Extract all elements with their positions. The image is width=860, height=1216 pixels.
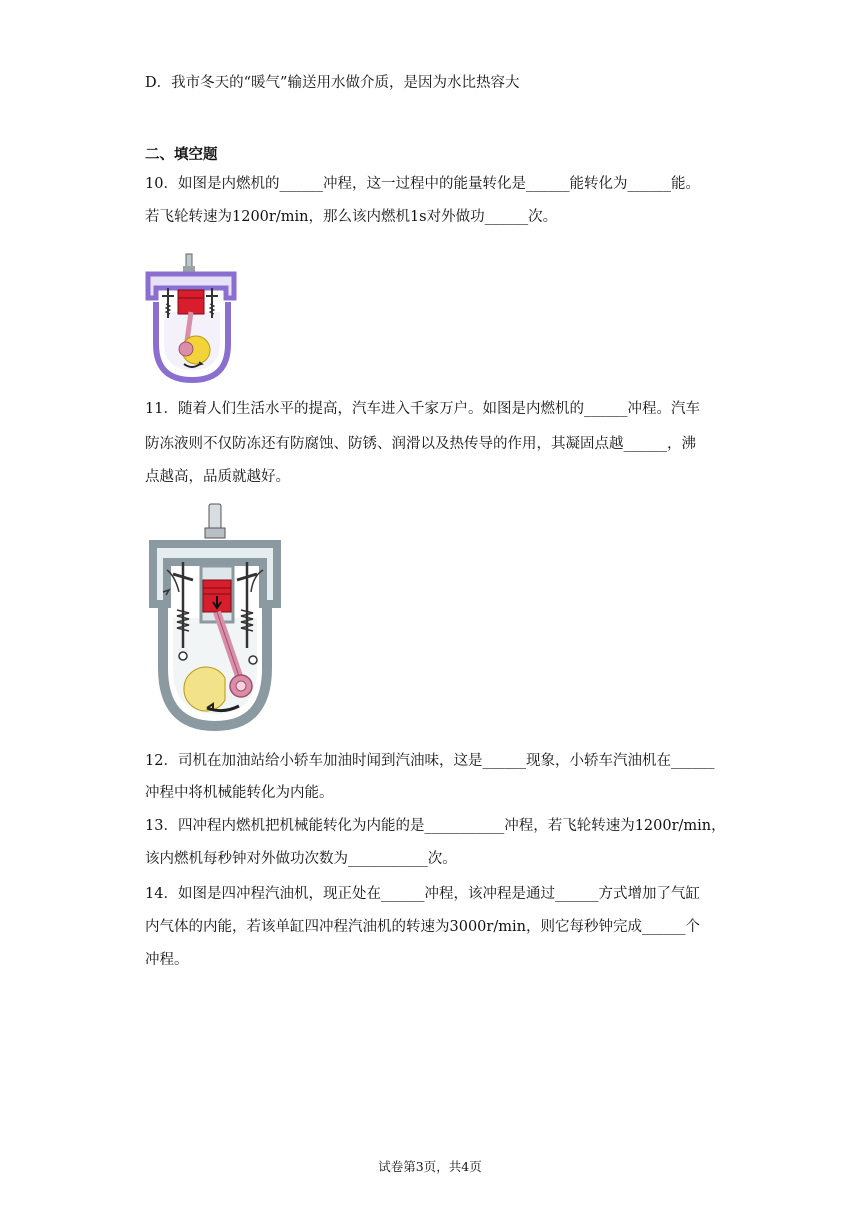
section-title: 二、填空题	[145, 146, 218, 163]
q13-line-1: 13．四冲程内燃机把机械能转化为内能的是___________冲程，若飞轮转速为1200r/min，	[145, 818, 726, 834]
q10-line-2: 若飞轮转速为1200r/min，那么该内燃机1s对外做功______次。	[145, 209, 558, 225]
q11-line-3: 点越高，品质就越好。	[145, 469, 290, 485]
q11-line-2: 防冻液则不仅防冻还有防腐蚀、防锈、润滑以及热传导的作用，其凝固点越______，沸	[145, 436, 696, 452]
q14-line-3: 冲程。	[145, 952, 189, 968]
q14-line-2: 内气体的内能，若该单缸四冲程汽油机的转速为3000r/min，则它每秒钟完成______个	[145, 919, 700, 935]
page-footer: 试卷第3页，共4页	[378, 1159, 482, 1174]
q9-option-d: D．我市冬天的“暖气”输送用水做介质，是因为水比热容大	[145, 75, 520, 91]
q10-line-1: 10．如图是内燃机的______冲程，这一过程中的能量转化是______能转化为______能。	[145, 176, 700, 192]
engine-diagram-q10	[142, 252, 242, 390]
q14-line-1: 14．如图是四冲程汽油机，现正处在______冲程，该冲程是通过______方式增加了气缸	[145, 886, 700, 902]
engine-diagram-q11	[145, 500, 285, 738]
q12-line-1: 12．司机在加油站给小轿车加油时闻到汽油味，这是______现象，小轿车汽油机在______	[145, 753, 715, 769]
q11-line-1: 11．随着人们生活水平的提高，汽车进入千家万户。如图是内燃机的______冲程。汽车	[145, 401, 700, 417]
q12-line-2: 冲程中将机械能转化为内能。	[145, 785, 334, 801]
q13-line-2: 该内燃机每秒钟对外做功次数为___________次。	[145, 851, 457, 867]
